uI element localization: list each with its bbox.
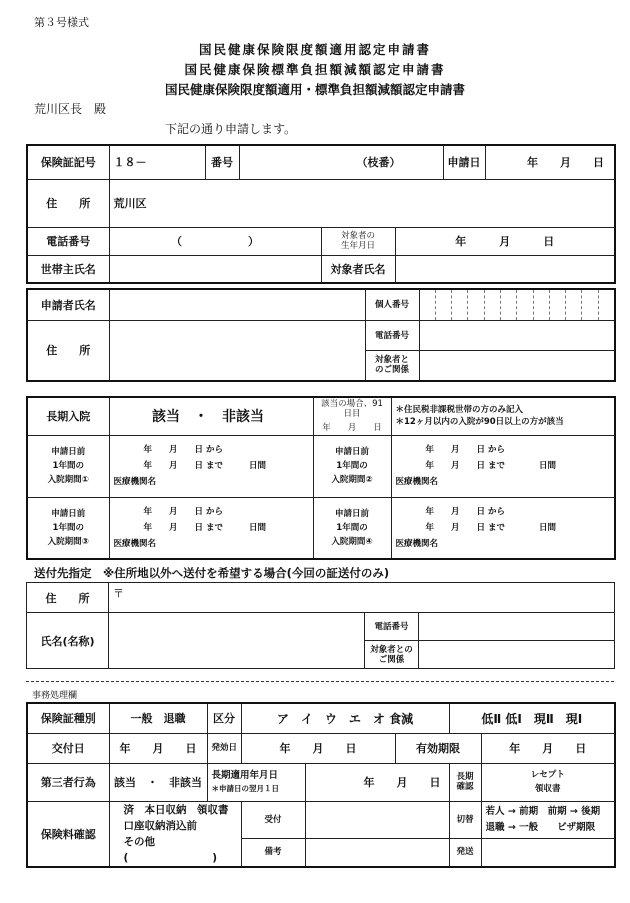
- basic-info-table: [26, 144, 616, 284]
- period-4-field[interactable]: [391, 497, 615, 559]
- third-party-label: 第三者行為: [27, 763, 109, 801]
- period-3-field[interactable]: [109, 497, 313, 559]
- period-2-line-1: 申請日前: [334, 447, 369, 457]
- long-term-date-title: 長期適用年月日: [211, 770, 279, 781]
- fee-line-2: 口座収納消込前: [123, 819, 197, 832]
- period-2-line-2: 1年間の: [336, 461, 368, 471]
- send-name-field[interactable]: [109, 613, 365, 669]
- send-relation-line-1: 対象者との: [370, 644, 413, 655]
- household-head-field[interactable]: [109, 255, 321, 283]
- period-1-to-row: [114, 458, 309, 474]
- postal-mark-icon: 〒: [113, 587, 124, 600]
- class-label: 区分: [207, 703, 241, 733]
- period-1-hospital: 医療機関名: [113, 477, 157, 487]
- switch-field[interactable]: [481, 801, 615, 839]
- fee-line-3: その他( ): [123, 835, 218, 864]
- number-label: 番号: [205, 145, 239, 179]
- period-2-to: 年 月 日 まで: [425, 461, 505, 471]
- period-4-to: 年 月 日 まで: [425, 522, 505, 533]
- period-3-line-3: 入院期間③: [47, 536, 89, 547]
- period-4-days: 日間: [538, 522, 556, 533]
- day91-date-field[interactable]: [313, 397, 391, 435]
- period-2-to-row: [396, 458, 611, 474]
- period-4-line-1: 申請日前: [334, 508, 369, 519]
- send-phone-field[interactable]: [419, 613, 615, 641]
- receipt-line-1: レセプト: [530, 770, 565, 780]
- send-relation-label: [365, 641, 419, 669]
- relation-line-1: 対象者と: [374, 355, 409, 366]
- class-field[interactable]: ア イ ウ エ オ 食減: [241, 703, 449, 733]
- applicant-address-label: 住 所: [27, 321, 109, 381]
- phone-label: 電話番号: [27, 227, 109, 255]
- class-field-2[interactable]: 低Ⅱ 低Ⅰ 現Ⅱ 現Ⅰ: [449, 703, 615, 733]
- sent-label: 発送: [449, 839, 481, 867]
- day91-date: 年 月 日: [322, 423, 382, 434]
- period-1-label: [27, 435, 109, 497]
- effective-date-label: 発効日: [207, 733, 241, 763]
- switch-line-1: 若人 → 前期 前期 → 後期: [485, 805, 601, 817]
- fee-confirm-field[interactable]: [109, 801, 241, 867]
- phone-field[interactable]: （ ）: [109, 227, 321, 255]
- day91-note: 該当の場合、91日目: [321, 399, 383, 420]
- applicant-relation-label: [365, 351, 419, 381]
- period-4-line-2: 1年間の: [336, 522, 368, 533]
- fee-line-1: 済 本日収納 領収書: [123, 803, 229, 816]
- office-table: [26, 702, 616, 868]
- condition-2: ＊12ヶ月以内の入院が90日以上の方が該当: [395, 417, 564, 428]
- long-term-confirm-line-1: 長期: [456, 772, 474, 782]
- send-relation-line-2: ご関係: [378, 654, 405, 665]
- period-3-line-1: 申請日前: [51, 508, 86, 519]
- switch-line-2: 退職 → 一般 ビザ期限: [485, 821, 596, 833]
- receipt-line-2: 領収書: [535, 784, 561, 794]
- applicant-table: [26, 288, 616, 382]
- applicant-phone-field[interactable]: [419, 321, 615, 351]
- period-2-label: [313, 435, 391, 497]
- period-2-hospital: 医療機関名: [395, 477, 439, 487]
- period-1-line-3: 入院期間①: [47, 475, 89, 485]
- issue-date-label: 交付日: [27, 733, 109, 763]
- household-head-label: 世帯主氏名: [27, 255, 109, 283]
- subject-name-field[interactable]: [395, 255, 615, 283]
- period-4-from: 年 月 日 から: [425, 506, 505, 517]
- insurance-no-field[interactable]: １８－: [109, 145, 205, 179]
- period-4-to-row: [396, 520, 611, 536]
- long-term-date-note: ＊申請日の翌月１日: [211, 784, 279, 793]
- send-name-label: 氏名(名称): [27, 613, 109, 669]
- period-4-hospital: 医療機関名: [395, 538, 439, 549]
- send-address-field[interactable]: [109, 583, 615, 613]
- birth-date-field[interactable]: 年 月 日: [395, 227, 615, 255]
- period-3-days: 日間: [248, 522, 266, 533]
- period-1-field[interactable]: [109, 435, 313, 497]
- send-destination-table: [26, 582, 615, 669]
- insurance-type-label: 保険証種別: [27, 703, 109, 733]
- expiry-date-label: 有効期限: [395, 733, 481, 763]
- long-term-date-field[interactable]: 年 月 日: [305, 763, 449, 801]
- period-1-days: 日間: [248, 461, 266, 471]
- address-label: 住 所: [27, 179, 109, 227]
- received-field[interactable]: [305, 801, 449, 839]
- receipt-field[interactable]: [481, 763, 615, 801]
- insurance-no-label: 保険証記号: [27, 145, 109, 179]
- long-term-confirm-line-2: 確認: [456, 782, 474, 792]
- switch-label: 切替: [449, 801, 481, 839]
- third-party-field[interactable]: 該当 ・ 非該当: [109, 763, 207, 801]
- personal-id-label: 個人番号: [365, 289, 419, 321]
- apply-date-field[interactable]: 年 月 日: [485, 145, 615, 179]
- period-3-line-2: 1年間の: [52, 522, 84, 533]
- subject-name-label: 対象者氏名: [321, 255, 395, 283]
- applicant-relation-field[interactable]: [419, 351, 615, 381]
- period-1-line-1: 申請日前: [51, 447, 86, 457]
- period-2-field[interactable]: [391, 435, 615, 497]
- send-address-label: 住 所: [27, 583, 109, 613]
- long-term-date-label: [207, 763, 305, 801]
- birth-label-line-2: 生年月日: [340, 241, 375, 251]
- period-2-line-3: 入院期間②: [331, 475, 373, 485]
- apply-date-label: 申請日: [443, 145, 485, 179]
- addressee: 荒川区長 殿: [34, 102, 107, 116]
- received-label: 受付: [241, 801, 305, 839]
- remarks-field[interactable]: [305, 839, 449, 867]
- form-number: 第３号様式: [34, 16, 89, 29]
- birth-label-line-1: 対象者の: [340, 231, 375, 241]
- long-term-confirm-label: [449, 763, 481, 801]
- title-line-1: 国民健康保険限度額適用認定申請書: [198, 42, 431, 57]
- period-3-to-row: [114, 520, 309, 536]
- title-line-3: 国民健康保険限度額適用・標準負担額減額認定申請書: [164, 82, 465, 97]
- office-separator: [26, 681, 614, 682]
- long-term-table: [26, 396, 616, 560]
- effective-date-field[interactable]: 年 月 日: [241, 733, 395, 763]
- branch-number-field[interactable]: （枝番）: [239, 145, 443, 179]
- office-heading: 事務処理欄: [32, 691, 78, 701]
- condition-1: ＊住民税非課税世帯の方のみ記入: [395, 405, 524, 416]
- send-phone-label: 電話番号: [365, 613, 419, 641]
- long-term-label: 長期入院: [27, 397, 109, 435]
- period-3-from: 年 月 日 から: [143, 506, 223, 517]
- send-relation-field[interactable]: [419, 641, 615, 669]
- long-term-conditions: [391, 397, 615, 435]
- period-1-line-2: 1年間の: [52, 461, 84, 471]
- applicant-name-field[interactable]: [109, 289, 365, 321]
- period-3-hospital: 医療機関名: [113, 538, 157, 549]
- period-1-from: 年 月 日 から: [143, 445, 223, 455]
- insurance-type-field[interactable]: 一般 退職: [109, 703, 207, 733]
- intro-text: 下記の通り申請します。: [165, 122, 297, 136]
- applicant-phone-label: 電話番号: [365, 321, 419, 351]
- fee-confirm-label: 保険料確認: [27, 801, 109, 867]
- personal-id-field[interactable]: [419, 289, 615, 321]
- title-line-2: 国民健康保険標準負担額減額認定申請書: [184, 62, 446, 77]
- birth-date-label: [321, 227, 395, 255]
- sent-field[interactable]: [481, 839, 615, 867]
- address-field[interactable]: 荒川区: [109, 179, 615, 227]
- period-4-label: [313, 497, 391, 559]
- period-3-to: 年 月 日 まで: [143, 522, 223, 533]
- period-4-line-3: 入院期間④: [331, 536, 373, 547]
- applicant-name-label: 申請者氏名: [27, 289, 109, 321]
- period-1-to: 年 月 日 まで: [143, 461, 223, 471]
- period-2-days: 日間: [538, 461, 556, 471]
- send-heading: 送付先指定 ※住所地以外へ送付を希望する場合(今回の証送付のみ): [34, 566, 390, 580]
- relation-line-2: のご関係: [374, 365, 409, 376]
- period-3-label: [27, 497, 109, 559]
- remarks-label: 備考: [241, 839, 305, 867]
- applicant-address-field[interactable]: [109, 321, 365, 381]
- long-term-choice[interactable]: 該当 ・ 非該当: [109, 397, 313, 435]
- issue-date-field[interactable]: 年 月 日: [109, 733, 207, 763]
- expiry-date-field[interactable]: 年 月 日: [481, 733, 615, 763]
- period-2-from: 年 月 日 から: [425, 445, 505, 455]
